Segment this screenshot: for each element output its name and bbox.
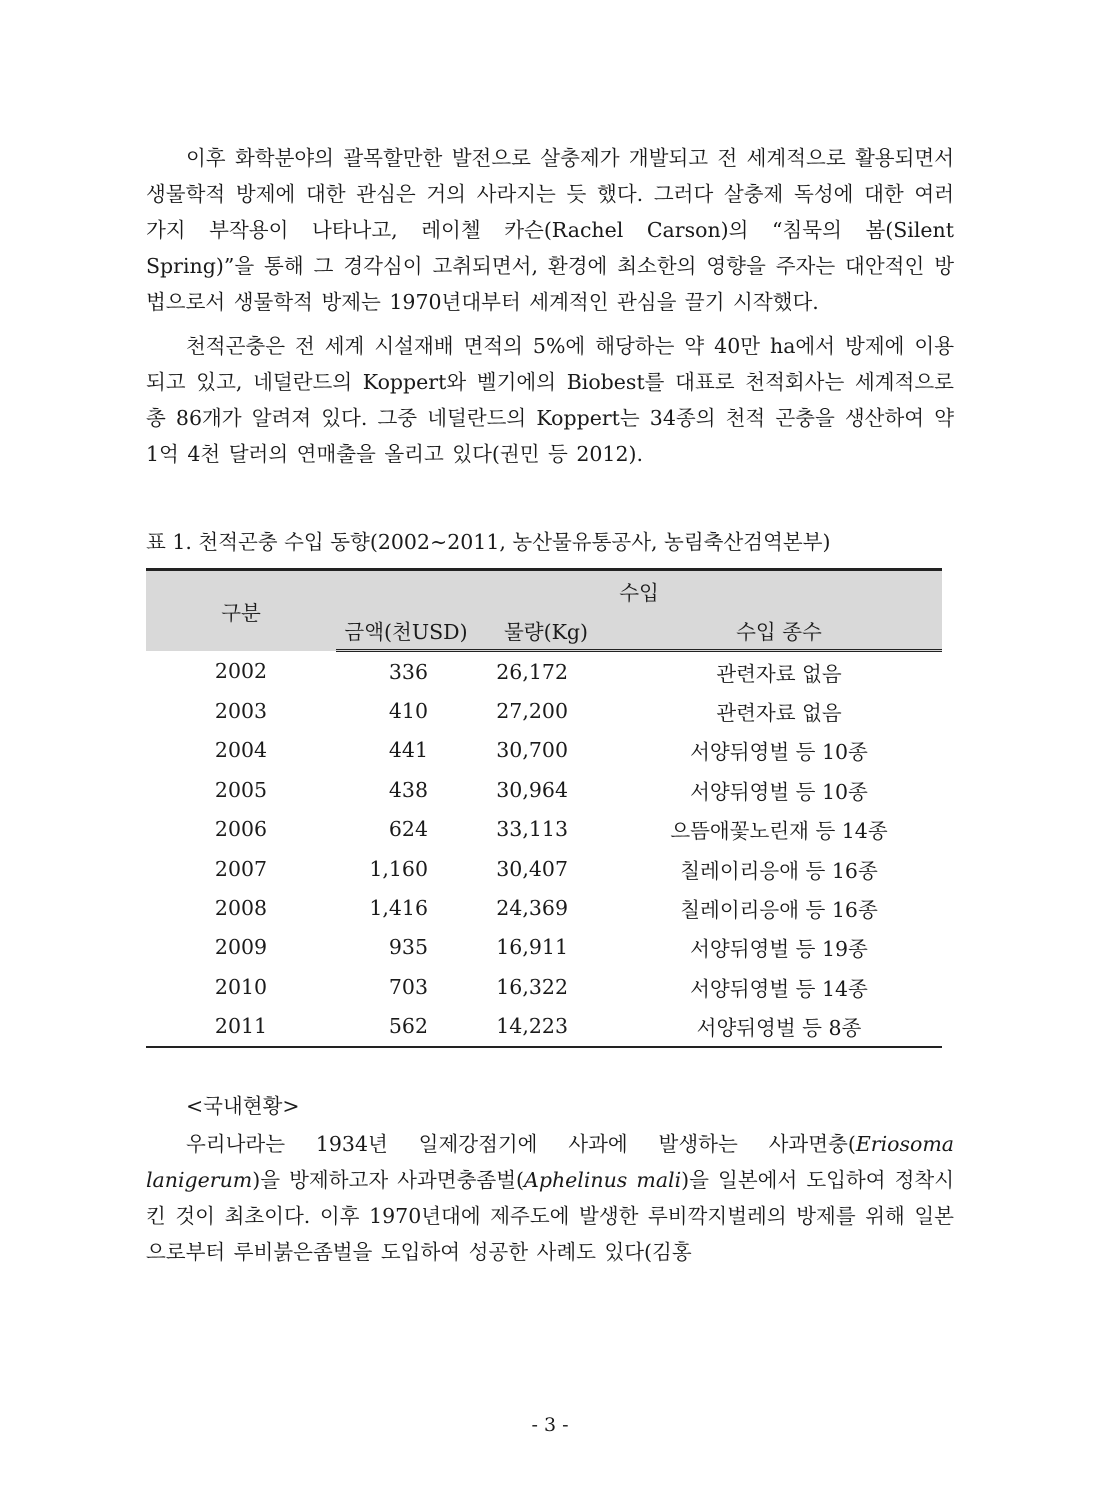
header-volume: 물량(Kg) (476, 610, 616, 651)
cell-year: 2003 (214, 699, 268, 724)
cell-year: 2011 (146, 1007, 336, 1047)
species-name-italic: Eriosoma lanigerum (146, 1131, 954, 1192)
header-species: 수입 종수 (616, 610, 942, 651)
cell-species: 으뜸애꽃노린재 등 14종 (670, 819, 888, 844)
cell-year: 2004 (214, 738, 268, 763)
cell-amount: 410 (388, 699, 428, 724)
cell-amount: 336 (388, 659, 428, 684)
paragraph-domestic (146, 1126, 954, 1270)
cell-species: 칠레이리응애 등 16종 (680, 898, 878, 923)
cell-amount: 624 (388, 817, 428, 842)
document-page (146, 140, 954, 1270)
section-heading-domestic: <국내현황> (186, 1093, 300, 1118)
table-row (146, 1007, 942, 1047)
cell-volume: 14,223 (476, 1007, 616, 1047)
cell-year: 2006 (214, 817, 268, 842)
table-row (146, 731, 942, 770)
text-segment: )을 방제하고자 사과면충좀벌( (252, 1167, 525, 1192)
cell-species: 칠레이리응애 등 16종 (680, 858, 878, 883)
cell-volume: 30,964 (496, 777, 568, 802)
cell-volume: 30,407 (496, 856, 568, 881)
cell-year: 2008 (214, 896, 268, 921)
table-row (146, 928, 942, 967)
cell-volume: 16,911 (496, 935, 568, 960)
table-row (146, 651, 942, 692)
table-row (146, 770, 942, 809)
cell-volume: 27,200 (496, 699, 568, 724)
table-caption: 표 1. 천적곤충 수입 동향(2002∼2011, 농산물유통공사, 농림축산검역본부) (146, 530, 831, 554)
table-row (146, 888, 942, 927)
table-row (146, 810, 942, 849)
cell-species: 서양뒤영벌 등 14종 (690, 976, 868, 1001)
cell-volume: 24,369 (496, 896, 568, 921)
page-number: - 3 - (531, 1414, 569, 1436)
cell-year: 2007 (214, 856, 268, 881)
cell-species: 서양뒤영벌 등 10종 (690, 740, 868, 765)
cell-year: 2002 (214, 658, 268, 683)
cell-species: 서양뒤영벌 등 8종 (616, 1007, 942, 1047)
cell-amount: 441 (388, 738, 428, 763)
cell-amount: 935 (388, 935, 428, 960)
cell-species: 관련자료 없음 (716, 701, 842, 726)
header-category: 구분 (146, 570, 336, 651)
cell-year: 2005 (214, 777, 268, 802)
cell-year: 2009 (214, 935, 268, 960)
cell-year: 2010 (214, 974, 268, 999)
table-row (146, 691, 942, 730)
cell-amount: 703 (388, 974, 428, 999)
cell-amount: 1,160 (369, 856, 428, 881)
text-segment: )을 일본에서 도입하여 정착시킨 것이 최초이다. 이후 1970년대에 제주도에 발생한 루비깍지벌레의 방제를 위해 일본으로부터 루비붉은좀벌을 도입하여 성공한 사례도 있다(김홍 (146, 1167, 955, 1264)
paragraph-2: 천적곤충은 전 세계 시설재배 면적의 5%에 해당하는 약 40만 ha에서 방제에 이용되고 있고, 네덜란드의 Koppert와 벨기에의 Biobest를 대표로 천적회사는 세계적으로 총 86개가 알려져 있다. 그중 네덜란드의 Koppert는 34종의 천적 곤충을 생산하여 약 1억 4천 달러의 연매출을 올리고 있다(권민 등 2012). (146, 334, 954, 466)
cell-species: 관련자료 없음 (716, 661, 842, 686)
cell-volume: 16,322 (496, 974, 568, 999)
cell-volume: 30,700 (496, 738, 568, 763)
cell-species: 서양뒤영벌 등 19종 (690, 937, 868, 962)
cell-amount: 1,416 (369, 896, 428, 921)
cell-amount: 562 (336, 1007, 476, 1047)
cell-volume: 33,113 (496, 817, 568, 842)
header-amount: 금액(천USD) (336, 610, 476, 651)
text-segment: 우리나라는 1934년 일제강점기에 사과에 발생하는 사과면충( (186, 1131, 856, 1156)
species-name-italic: Aphelinus mali (524, 1167, 682, 1192)
header-import-group: 수입 (336, 570, 942, 611)
paragraph-1: 이후 화학분야의 괄목할만한 발전으로 살충제가 개발되고 전 세계적으로 활용되면서 생물학적 방제에 대한 관심은 거의 사라지는 듯 했다. 그러다 살충제 독성에 대한 여러 가지 부작용이 나타나고, 레이첼 카슨(Rachel Carson)의 “침묵의 봄(Silent Spring)”을 통해 그 경각심이 고취되면서, 환경에 최소한의 영향을 주자는 대안적인 방법으로서 생물학적 방제는 1970년대부터 세계적인 관심을 끌기 시작했다. (146, 146, 954, 314)
cell-volume: 26,172 (496, 659, 568, 684)
cell-amount: 438 (388, 777, 428, 802)
table-row (146, 849, 942, 888)
cell-species: 서양뒤영벌 등 10종 (690, 779, 868, 804)
table-row (146, 967, 942, 1006)
import-trend-table (146, 568, 942, 1048)
